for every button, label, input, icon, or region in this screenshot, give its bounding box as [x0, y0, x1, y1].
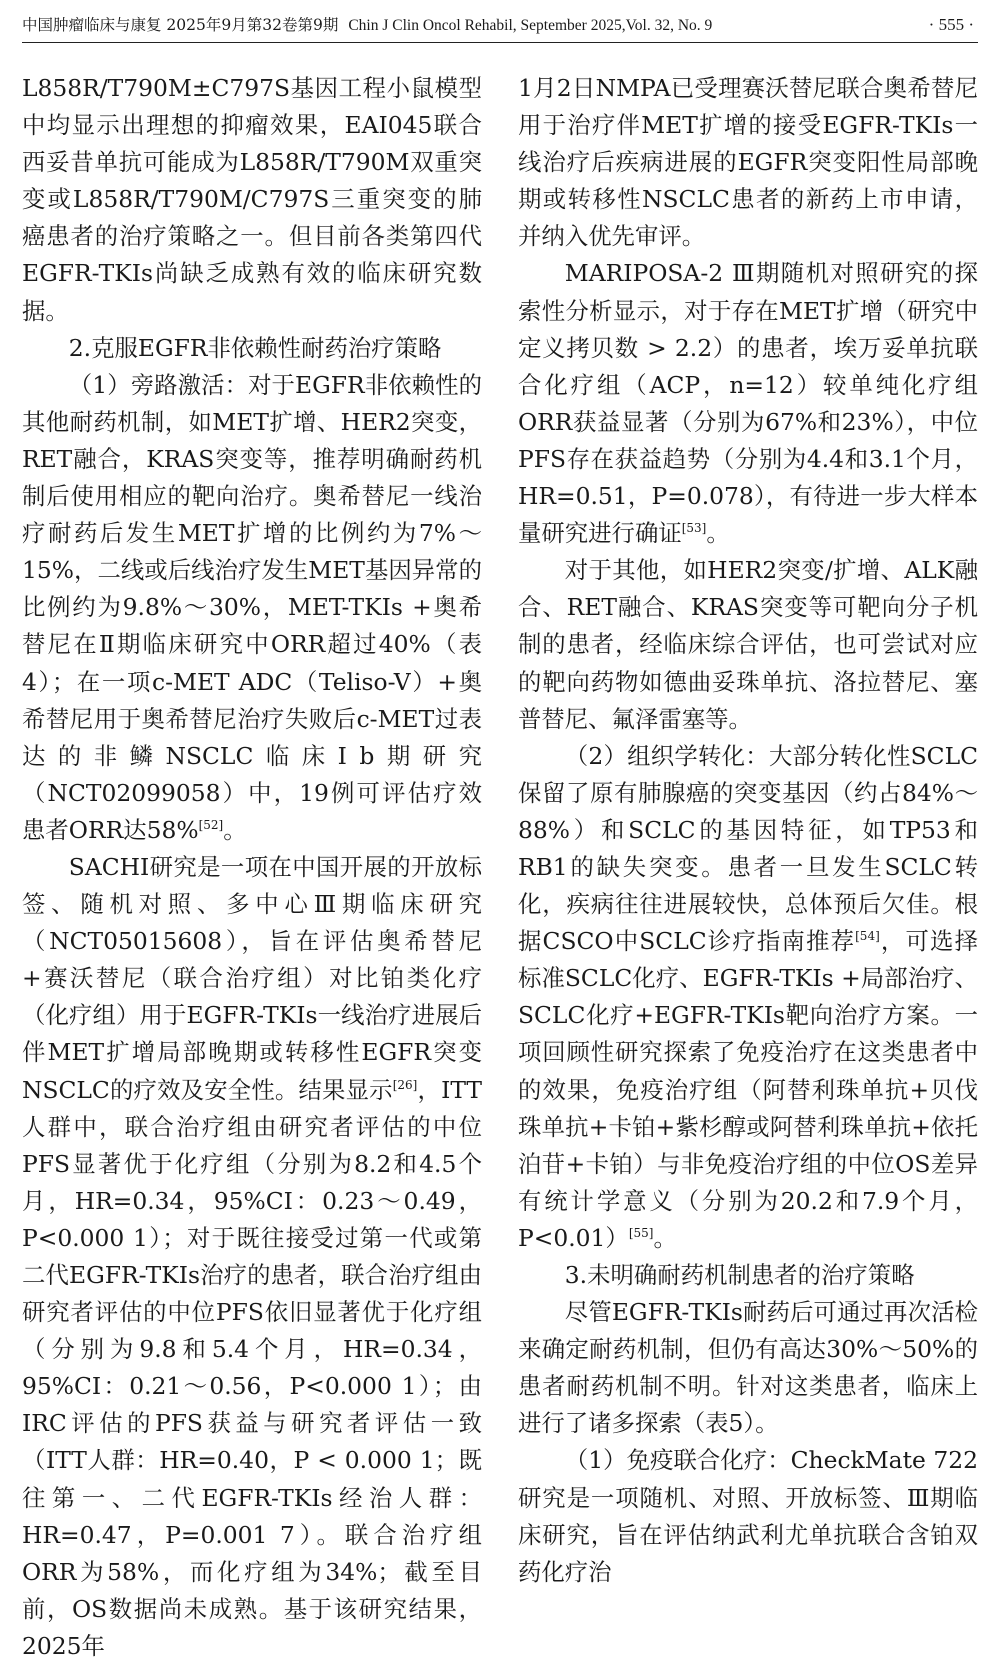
running-header: [22, 8, 978, 43]
paragraph-text: 。: [653, 1223, 677, 1252]
paragraph: [22, 849, 482, 1665]
paragraph-text: （1）旁路激活：对于EGFR非依赖性的其他耐药机制，如MET扩增、HER2突变，RET融合，KRAS突变等，推荐明确耐药机制后使用相应的靶向治疗。奥希替尼一线治疗耐药后发生MET扩增的比例约为7%～15%，二线或后线治疗发生MET基因异常的比例约为9.8%～30%，MET-TKIs +奥希替尼在Ⅱ期临床研究中ORR超过40%（表4）；在一项c-MET ADC（Teliso-V）+奥希替尼用于奥希替尼治疗失败后c-MET过表达的非鳞NSCLC临床Ⅰb期研究（NCT02099058）中，19例可评估疗效患者ORR达58%: [22, 370, 482, 844]
paragraph: [518, 255, 978, 552]
citation[interactable]: [55]: [628, 1226, 654, 1241]
paragraph-text: SACHI研究是一项在中国开展的开放标签、随机对照、多中心Ⅲ期临床研究（NCT05015608），旨在评估奥希替尼+赛沃替尼（联合治疗组）对比铂类化疗（化疗组）用于EGFR-TKIs一线治疗进展后伴MET扩增局部晚期或转移性EGFR突变NSCLC的疗效及安全性。结果显示: [22, 852, 482, 1104]
paragraph-text: （2）组织学转化：大部分转化性SCLC保留了原有肺腺癌的突变基因（约占84%～88%）和SCLC的基因特征，如TP53和RB1的缺失突变。患者一旦发生SCLC转化，疾病往往进展较快，总体预后欠佳。根据CSCO中SCLC诊疗指南推荐: [518, 741, 978, 956]
page-number: · 555 ·: [928, 15, 974, 34]
paragraph-text: ，ITT人群中，联合治疗组由研究者评估的中位PFS显著优于化疗组（分别为8.2和4.5个月，HR=0.34，95%CI：0.23～0.49，P<0.000 1）；对于既往接受过第一代或第二代EGFR-TKIs治疗的患者，联合治疗组由研究者评估的中位PFS依旧显著优于化疗组（分别为9.8和5.4个月，HR=0.34，95%CI：0.21～0.56，P<0.000 1）；由IRC评估的PFS获益与研究者评估一致（ITT人群：HR=0.40，P < 0.000 1；既往第一、二代EGFR-TKIs经治人群：HR=0.47，P=0.001 7）。联合治疗组ORR为58%，而化疗组为34%；截至目前，OS数据尚未成熟。基于该研究结果，2025年: [22, 1075, 482, 1660]
journal-title-en: Chin J Clin Oncol Rehabil, September 2025,Vol. 32, No. 9: [348, 17, 713, 34]
paragraph: 1月2日NMPA已受理赛沃替尼联合奥希替尼用于治疗伴MET扩增的接受EGFR-TKIs一线治疗后疾病进展的EGFR突变阳性局部晚期或转移性NSCLC患者的新药上市申请，并纳入优先审评。: [518, 74, 978, 251]
paragraph-text: ，可选择标准SCLC化疗、EGFR-TKIs +局部治疗、SCLC化疗+EGFR-TKIs靶向治疗方案。一项回顾性研究探索了免疫治疗在这类患者中的效果，免疫治疗组（阿替利珠单抗+贝伐珠单抗+卡铂+紫杉醇或阿替利珠单抗+依托泊苷+卡铂）与非免疫治疗组的中位OS差异有统计学意义（分别为20.2和7.9个月，P<0.01）: [518, 927, 978, 1252]
citation[interactable]: [26]: [392, 1077, 418, 1092]
paragraph-text: MARIPOSA-2 Ⅲ期随机对照研究的探索性分析显示，对于存在MET扩增（研究中定义拷贝数 > 2.2）的患者，埃万妥单抗联合化疗组（ACP，n=12）较单纯化疗组ORR获益显著（分别为67%和23%），中位PFS存在获益趋势（分别为4.4和3.1个月，HR=0.51，P=0.078），有待进一步大样本量研究进行确证: [518, 259, 978, 548]
citation[interactable]: [52]: [198, 818, 224, 833]
paragraph: L858R/T790M±C797S基因工程小鼠模型中均显示出理想的抑瘤效果，EAI045联合西妥昔单抗可能成为L858R/T790M双重突变或L858R/T790M/C797S三重突变的肺癌患者的治疗策略之一。但目前各类第四代EGFR-TKIs尚缺乏成熟有效的临床研究数据。: [22, 74, 482, 325]
paragraph-text: 。: [706, 519, 730, 548]
journal-title-cn: 中国肿瘤临床与康复 2025年9月第32卷第9期: [22, 16, 339, 34]
paragraph: [22, 367, 482, 849]
left-column: [22, 70, 482, 1665]
paragraph-text: 。: [223, 815, 247, 844]
right-column: [518, 70, 978, 1591]
section-heading: 3.未明确耐药机制患者的治疗策略: [564, 1261, 915, 1289]
paragraph: [518, 738, 978, 1257]
paragraph: 对于其他，如HER2突变/扩增、ALK融合、RET融合、KRAS突变等可靶向分子机制的患者，经临床综合评估，也可尝试对应的靶向药物如德曲妥珠单抗、洛拉替尼、塞普替尼、氟泽雷塞等。: [518, 556, 978, 733]
citation[interactable]: [54]: [855, 929, 880, 944]
paragraph: （1）免疫联合化疗：CheckMate 722研究是一项随机、对照、开放标签、Ⅲ期临床研究，旨在评估纳武利尤单抗联合含铂双药化疗治: [518, 1446, 978, 1586]
citation[interactable]: [53]: [681, 521, 707, 536]
section-heading: 2.克服EGFR非依赖性耐药治疗策略: [68, 333, 442, 362]
journal-info: [22, 8, 712, 43]
paragraph: 尽管EGFR-TKIs耐药后可通过再次活检来确定耐药机制，但仍有高达30%～50%的患者耐药机制不明。针对这类患者，临床上进行了诸多探索（表5）。: [518, 1298, 978, 1438]
